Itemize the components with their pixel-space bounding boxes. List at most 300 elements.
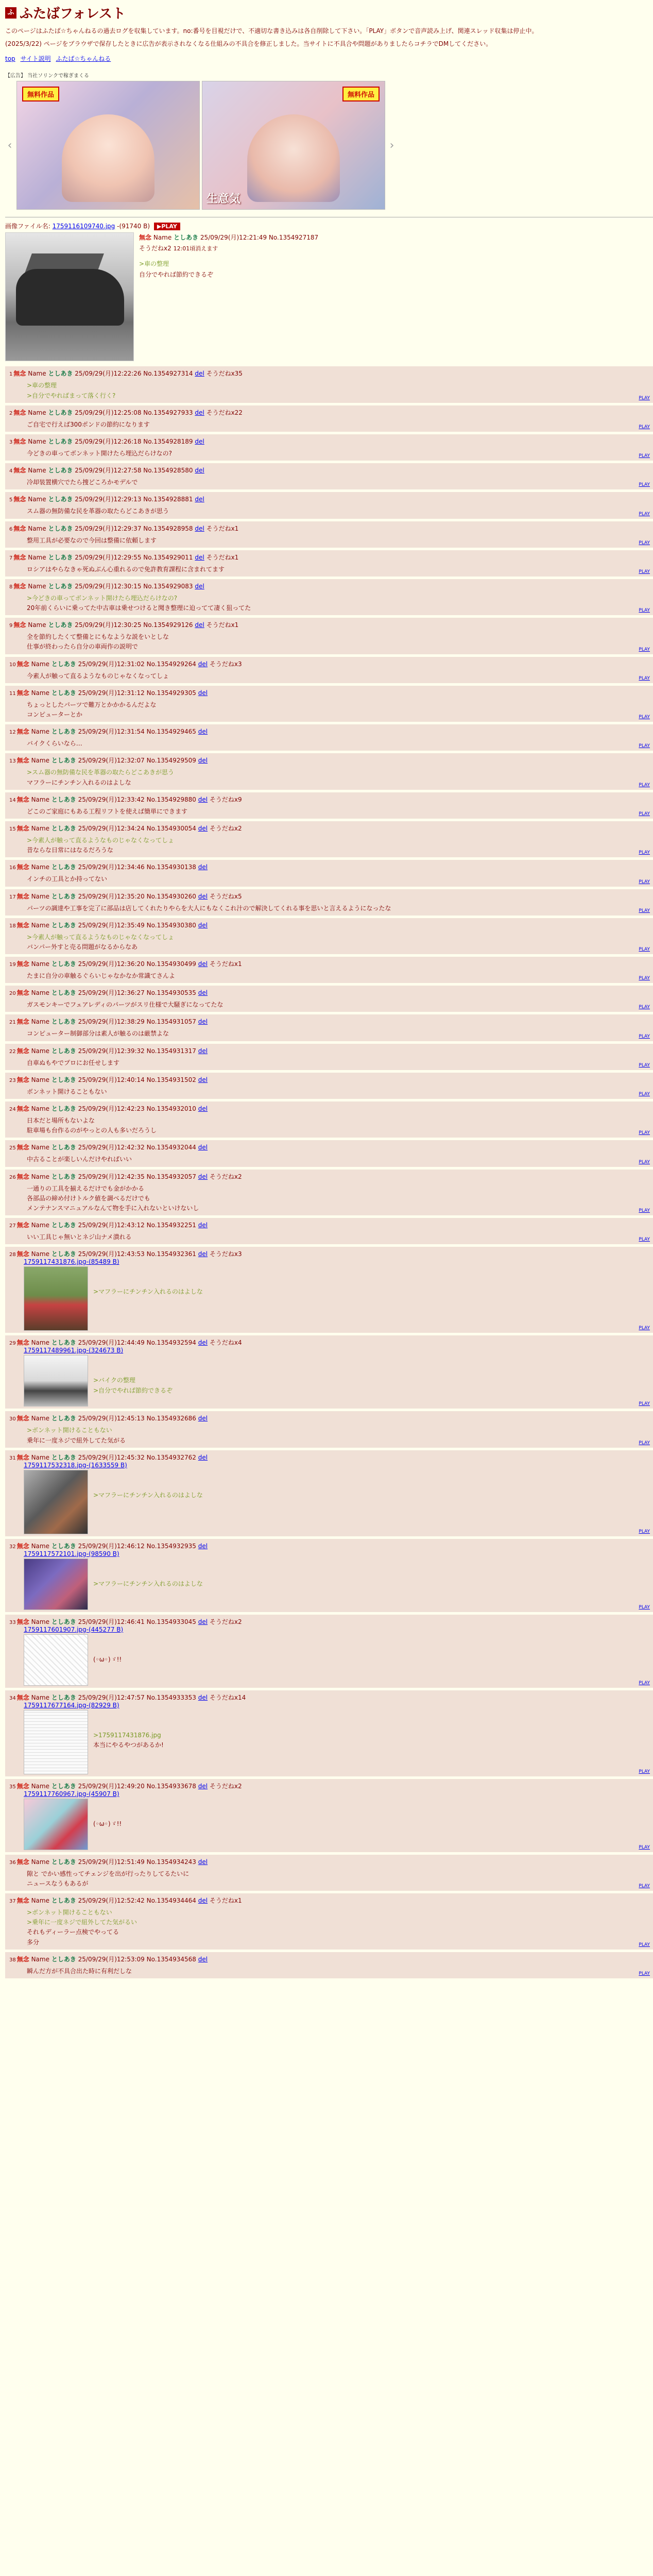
nav-futaba-link[interactable]: ふたば☆ちゃんねる [56,55,111,63]
reply-soudane[interactable]: そうだねx2 [209,1173,242,1180]
reply-index: 14 [9,797,16,803]
reply-number[interactable]: No.1354928580 [143,467,193,474]
reply-del-link[interactable]: del [198,863,208,871]
op-number[interactable]: No.1354927187 [268,234,319,242]
reply-play-link[interactable]: PLAY [639,908,650,913]
reply-name-label: Name [31,1693,49,1701]
reply-play-link[interactable]: PLAY [639,1680,650,1686]
reply-play-link[interactable]: PLAY [639,1237,650,1243]
reply-number[interactable]: No.1354932935 [146,1542,196,1550]
reply-text: 今素人が触って直るようなものじゃなくなってしょ [27,672,169,680]
reply-text: ボンネット開けることもない [27,1088,107,1095]
reply-file-link[interactable] [24,1347,649,1354]
reply-name-label: Name [31,660,49,668]
reply-file-name[interactable]: 1759117760967.jpg [24,1790,87,1798]
reply-del-link[interactable]: del [198,1618,208,1625]
reply-number[interactable]: No.1354929083 [143,582,193,590]
reply-subject: 無念 [16,1144,29,1151]
reply-del-link[interactable]: del [198,1222,208,1229]
reply-post [5,1218,653,1244]
reply-del-link[interactable]: del [198,1144,208,1151]
reply-del-link[interactable]: del [198,1250,208,1258]
reply-number[interactable]: No.1354930535 [146,989,196,997]
reply-soudane[interactable]: そうだねx3 [209,660,242,668]
reply-del-link[interactable]: del [198,989,208,997]
reply-index: 2 [9,410,13,416]
reply-image[interactable] [24,1710,88,1774]
reply-play-link[interactable]: PLAY [639,1208,650,1214]
reply-name-label: Name [31,1339,49,1347]
reply-name: としあき [51,1858,76,1866]
reply-del-link[interactable]: del [195,370,204,378]
reply-quote: >乗年に一度ネジで紐外してた気がるい [27,1919,138,1926]
reply-soudane[interactable]: そうだねx1 [209,960,242,968]
reply-body [27,1232,649,1242]
reply-number[interactable]: No.1354933045 [146,1618,196,1625]
reply-subject: 無念 [13,553,26,561]
reply-subject: 無念 [16,757,29,765]
reply-name: としあき [48,370,73,378]
reply-file-name[interactable]: 1759117677164.jpg [24,1701,87,1709]
reply-header [9,795,649,804]
reply-del-link[interactable]: del [198,1858,208,1866]
reply-quote: >マフラーにチンチン入れるのはよしな [93,1491,203,1499]
reply-image[interactable] [24,1634,88,1686]
reply-header [9,495,649,503]
reply-soudane[interactable]: そうだねx2 [209,824,242,832]
reply-play-link[interactable]: PLAY [639,1033,650,1039]
reply-soudane[interactable]: そうだねx1 [206,553,239,561]
reply-play-link[interactable]: PLAY [639,1604,650,1610]
reply-image[interactable] [24,1470,88,1534]
reply-soudane[interactable]: そうだねx5 [209,892,242,900]
intro-line-2: (2025/3/22) ページをブラウザで保存したときに広告が表示されなくなる仕組みの不具合を修正しました。当サイトに不具合や問題がありましたらコチラでDMしてください。 [5,40,492,48]
ad-next-arrow-icon[interactable]: › [389,139,394,152]
reply-image-row [24,1470,649,1534]
reply-del-link[interactable]: del [198,1173,208,1180]
reply-number[interactable]: No.1354929305 [146,689,196,697]
reply-del-link[interactable]: del [195,437,204,445]
reply-file-link[interactable] [24,1550,649,1557]
reply-del-link[interactable]: del [198,1076,208,1083]
op-soudane[interactable]: そうだねx2 [139,244,171,252]
reply-date: 25/09/29(月)12:29:55 [75,553,142,561]
reply-file-link[interactable] [24,1258,649,1265]
reply-play-link[interactable]: PLAY [639,1942,650,1947]
reply-file-size: -(324673 B) [86,1347,124,1354]
reply-index: 23 [9,1077,16,1083]
reply-file-name[interactable]: 1759117601907.jpg [24,1625,87,1633]
reply-index: 34 [9,1695,16,1701]
reply-name: としあき [48,496,73,503]
reply-quote: >マフラーにチンチン入れるのはよしな [93,1288,203,1296]
reply-header [9,1221,649,1229]
reply-image-row [24,1558,649,1610]
reply-del-link[interactable]: del [198,1693,208,1701]
reply-subject: 無念 [16,728,29,736]
reply-del-link[interactable]: del [198,1018,208,1026]
reply-subject: 無念 [16,689,29,697]
reply-text: ニュースなうもあるが [27,1879,89,1887]
reply-date: 25/09/29(月)12:49:20 [78,1782,145,1790]
reply-number[interactable]: No.1354929011 [143,553,193,561]
nav-about-link[interactable]: サイト説明 [20,55,51,63]
reply-play-link[interactable]: PLAY [639,1062,650,1068]
reply-name: としあき [51,1144,76,1151]
reply-del-link[interactable]: del [198,1542,208,1550]
reply-del-link[interactable]: del [195,409,204,416]
reply-number[interactable]: No.1354931057 [146,1018,196,1026]
reply-name: としあき [51,689,76,697]
reply-name-label: Name [31,1415,49,1422]
reply-file-name[interactable]: 1759117532318.jpg [24,1461,87,1469]
reply-number[interactable]: No.1354932044 [146,1144,196,1151]
reply-number[interactable]: No.1354934243 [146,1858,196,1866]
reply-soudane[interactable]: そうだねx1 [206,524,239,532]
reply-date: 25/09/29(月)12:31:54 [78,728,145,736]
reply-play-link[interactable]: PLAY [639,1529,650,1534]
reply-soudane[interactable]: そうだねx2 [209,1618,242,1625]
reply-subject: 無念 [16,1693,29,1701]
reply-play-link[interactable]: PLAY [639,1005,650,1010]
reply-number[interactable]: No.1354931502 [146,1076,196,1083]
reply-name: としあき [51,1173,76,1180]
reply-number[interactable]: No.1354928189 [143,437,193,445]
reply-number[interactable]: No.1354932762 [146,1453,196,1461]
reply-name-label: Name [31,1047,49,1055]
reply-del-link[interactable]: del [198,824,208,832]
reply-play-link[interactable]: PLAY [639,395,650,401]
reply-number[interactable]: No.1354929264 [146,660,196,668]
reply-play-link[interactable]: PLAY [639,1401,650,1407]
reply-text: どこのご家庭にもある工程リフトを使えば簡単にできます [27,807,188,815]
reply-number[interactable]: No.1354934464 [146,1897,196,1905]
reply-date: 25/09/29(月)12:29:37 [75,524,142,532]
reply-del-link[interactable]: del [198,1897,208,1905]
reply-header [9,1249,649,1258]
reply-file-name[interactable]: 1759117489961.jpg [24,1347,87,1354]
reply-number[interactable]: No.1354932057 [146,1173,196,1180]
reply-text: バンパー外すと売る問題がなるからなあ [27,943,138,951]
reply-number[interactable]: No.1354927933 [143,409,193,416]
reply-date: 25/09/29(月)12:42:35 [78,1173,145,1180]
op-play-button[interactable]: ▶PLAY [154,223,180,230]
reply-text: マフラーにチンチン入れるのはよしな [27,778,131,786]
reply-play-link[interactable]: PLAY [639,976,650,981]
reply-play-link[interactable]: PLAY [639,675,650,681]
reply-quote: >今どきの車ってボンネット開けたら埋込だらけなの? [27,594,178,602]
reply-header [9,1782,649,1790]
op-date: 25/09/29(月)12:21:49 [200,234,267,242]
site-title[interactable]: ふたばフォレスト [20,6,126,22]
reply-post [5,686,653,722]
reply-number[interactable]: No.1354934568 [146,1955,196,1963]
reply-play-link[interactable]: PLAY [639,1971,650,1976]
reply-date: 25/09/29(月)12:45:32 [78,1453,145,1461]
reply-text: 日本だと場所もないよな [27,1117,95,1124]
reply-number[interactable]: No.1354931317 [146,1047,196,1055]
reply-body [93,1579,203,1610]
reply-number[interactable]: No.1354932686 [146,1415,196,1422]
reply-text: ちょっとしたパーツで難万とかかかるんだよな [27,701,157,708]
reply-date: 25/09/29(月)12:25:08 [75,409,142,416]
reply-play-link[interactable]: PLAY [639,569,650,574]
op-image[interactable] [5,232,134,361]
reply-play-link[interactable]: PLAY [639,947,650,953]
reply-header [9,582,649,590]
reply-play-link[interactable]: PLAY [639,1440,650,1446]
reply-soudane[interactable]: そうだねx4 [209,1339,242,1347]
reply-del-link[interactable]: del [198,1782,208,1790]
reply-number[interactable]: No.1354929465 [146,728,196,736]
reply-post-with-image [5,1450,653,1536]
reply-name-label: Name [28,467,46,474]
reply-number[interactable]: No.1354933678 [146,1782,196,1790]
reply-play-link[interactable]: PLAY [639,647,650,652]
reply-index: 12 [9,730,16,736]
reply-text: ロシアはやらなきゃ死ぬぶん心重れるので免許教育課程に含まれてます [27,565,225,573]
reply-soudane[interactable]: そうだねx22 [206,409,243,416]
reply-header [9,659,649,668]
reply-del-link[interactable]: del [195,621,204,629]
reply-del-link[interactable]: del [198,1955,208,1963]
reply-index: 9 [9,623,13,629]
reply-index: 30 [9,1416,16,1422]
reply-post [5,1140,653,1166]
reply-post [5,957,653,983]
reply-del-link[interactable]: del [198,1339,208,1347]
reply-text: メンテナンスマニュアルなんて物を手に入れないといけないし [27,1204,199,1212]
reply-date: 25/09/29(月)12:43:12 [78,1222,145,1229]
reply-date: 25/09/29(月)12:35:20 [78,892,145,900]
reply-name-label: Name [31,989,49,997]
reply-file-name[interactable]: 1759117572101.jpg [24,1550,87,1557]
reply-number[interactable]: No.1354932010 [146,1105,196,1112]
reply-file-link[interactable] [24,1462,649,1469]
reply-number[interactable]: No.1354932594 [146,1339,196,1347]
reply-number[interactable]: No.1354932361 [146,1250,196,1258]
reply-header [9,1338,649,1347]
reply-play-link[interactable]: PLAY [639,1769,650,1774]
reply-number[interactable]: No.1354929509 [146,757,196,765]
reply-quote: >1759117431876.jpg [93,1731,161,1739]
reply-post [5,1893,653,1950]
reply-header [9,727,649,736]
reply-play-link[interactable]: PLAY [639,1844,650,1850]
reply-del-link[interactable]: del [198,689,208,697]
reply-body [27,1029,649,1039]
nav-top-link[interactable]: top [5,55,15,63]
reply-file-size: -(45907 B) [86,1790,119,1798]
reply-del-link[interactable]: del [195,467,204,474]
reply-number[interactable]: No.1354928958 [143,524,193,532]
reply-index: 38 [9,1957,16,1963]
reply-body [93,1287,203,1331]
reply-play-link[interactable]: PLAY [639,850,650,856]
reply-image[interactable] [24,1558,88,1610]
reply-index: 35 [9,1784,16,1790]
reply-number[interactable]: No.1354930138 [146,863,196,871]
reply-post [5,434,653,461]
reply-number[interactable]: No.1354929880 [146,795,196,803]
reply-date: 25/09/29(月)12:40:14 [78,1076,145,1083]
site-logo-icon[interactable]: ふ [5,7,16,19]
reply-del-link[interactable]: del [198,892,208,900]
reply-play-link[interactable]: PLAY [639,540,650,546]
reply-subject: 無念 [16,1542,29,1550]
reply-date: 25/09/29(月)12:45:13 [78,1415,145,1422]
reply-number[interactable]: No.1354932251 [146,1222,196,1229]
reply-number[interactable]: No.1354930380 [146,921,196,929]
reply-number[interactable]: No.1354930260 [146,892,196,900]
reply-index: 13 [9,758,16,765]
reply-play-link[interactable]: PLAY [639,1159,650,1165]
reply-del-link[interactable]: del [195,524,204,532]
reply-post [5,1044,653,1070]
reply-body [27,933,649,952]
reply-number[interactable]: No.1354930499 [146,960,196,968]
reply-quote: >バイクの整理 [93,1377,135,1384]
reply-name: としあき [51,1222,76,1229]
reply-index: 18 [9,923,16,929]
reply-del-link[interactable]: del [198,728,208,736]
reply-subject: 無念 [16,1105,29,1112]
reply-del-link[interactable]: del [198,1105,208,1112]
reply-file-name[interactable]: 1759117431876.jpg [24,1258,87,1266]
reply-index: 28 [9,1252,16,1258]
reply-del-link[interactable]: del [198,1415,208,1422]
reply-play-link[interactable]: PLAY [639,482,650,488]
reply-del-link[interactable]: del [195,553,204,561]
reply-del-link[interactable]: del [198,1453,208,1461]
reply-play-link[interactable]: PLAY [639,511,650,517]
reply-del-link[interactable]: del [198,1047,208,1055]
reply-del-link[interactable]: del [198,757,208,765]
reply-play-link[interactable]: PLAY [639,1326,650,1331]
ad-banner-1-tag: 無料作品 [22,87,59,101]
reply-del-link[interactable]: del [198,660,208,668]
reply-play-link[interactable]: PLAY [639,424,650,430]
reply-play-link[interactable]: PLAY [639,1092,650,1097]
reply-text: 本当にやるやつがあるか! [93,1741,164,1749]
reply-del-link[interactable]: del [198,795,208,803]
reply-play-link[interactable]: PLAY [639,1884,650,1889]
reply-play-link[interactable]: PLAY [639,715,650,720]
ad-prev-arrow-icon[interactable]: ‹ [7,139,12,152]
reply-name-label: Name [31,1250,49,1258]
reply-name: としあき [51,989,76,997]
reply-soudane[interactable]: そうだねx2 [209,1782,242,1790]
op-file-link[interactable]: 1759116109740.jpg [52,223,115,230]
reply-body [93,1731,164,1774]
reply-play-link[interactable]: PLAY [639,811,650,817]
intro-text [5,26,648,49]
reply-del-link[interactable]: del [198,921,208,929]
reply-soudane[interactable]: そうだねx35 [206,370,243,378]
reply-play-link[interactable]: PLAY [639,608,650,614]
reply-file-link[interactable] [24,1626,649,1633]
reply-body [27,1058,649,1068]
reply-post [5,753,653,789]
reply-image[interactable] [24,1799,88,1850]
reply-name: としあき [51,1018,76,1026]
ad-banner-1[interactable] [16,81,200,210]
reply-del-link[interactable]: del [198,960,208,968]
reply-soudane[interactable]: そうだねx9 [209,795,242,803]
reply-post [5,1170,653,1216]
op-soudane-line [139,243,318,254]
reply-play-link[interactable]: PLAY [639,1130,650,1136]
ad-banner-2[interactable] [202,81,385,210]
reply-play-link[interactable]: PLAY [639,879,650,885]
reply-subject: 無念 [13,467,26,474]
reply-post [5,889,653,916]
reply-del-link[interactable]: del [195,582,204,590]
reply-number[interactable]: No.1354930054 [146,824,196,832]
reply-soudane[interactable]: そうだねx14 [209,1693,246,1701]
reply-soudane[interactable]: そうだねx1 [206,621,239,629]
op-image-car-shape [16,269,124,326]
reply-post [5,724,653,751]
reply-index: 24 [9,1107,16,1112]
reply-image[interactable] [24,1355,88,1406]
reply-soudane[interactable]: そうだねx1 [209,1897,242,1905]
reply-name-label: Name [31,1542,49,1550]
reply-number[interactable]: No.1354929126 [143,621,193,629]
reply-index: 26 [9,1174,16,1180]
reply-index: 15 [9,826,16,832]
reply-number[interactable]: No.1354933353 [146,1693,196,1701]
reply-header [9,921,649,929]
ad-area [5,71,648,210]
reply-name-label: Name [31,1105,49,1112]
reply-name: としあき [51,795,76,803]
reply-text: 仕事が終わったら自分の車両作の説明で [27,643,138,651]
reply-play-link[interactable]: PLAY [639,453,650,459]
reply-number[interactable]: No.1354927314 [143,370,193,378]
reply-file-link[interactable] [24,1790,649,1798]
reply-header [9,1143,649,1151]
reply-name-label: Name [31,1955,49,1963]
reply-file-link[interactable] [24,1702,649,1709]
reply-subject: 無念 [16,989,29,997]
reply-body [27,632,649,652]
reply-header [9,1617,649,1626]
reply-soudane[interactable]: そうだねx3 [209,1250,242,1258]
reply-body [27,536,649,546]
reply-index: 6 [9,526,13,532]
reply-header [9,1046,649,1055]
reply-header [9,1453,649,1462]
reply-index: 4 [9,468,13,474]
reply-post-with-image [5,1539,653,1612]
reply-text: ガスモンキーでフェアレディのパーツがスリ仕様で大騒ぎになってたな [27,1001,224,1009]
reply-body [27,420,649,430]
reply-name: としあき [48,437,73,445]
reply-play-link[interactable]: PLAY [639,782,650,788]
reply-image[interactable] [24,1266,88,1331]
reply-name: としあき [51,1339,76,1347]
reply-date: 25/09/29(月)12:51:49 [78,1858,145,1866]
reply-subject: 無念 [13,621,26,629]
reply-date: 25/09/29(月)12:46:41 [78,1618,145,1625]
reply-header [9,1017,649,1026]
reply-number[interactable]: No.1354928881 [143,496,193,503]
reply-header [9,756,649,765]
reply-date: 25/09/29(月)12:31:12 [78,689,145,697]
reply-del-link[interactable]: del [195,496,204,503]
reply-play-link[interactable]: PLAY [639,743,650,749]
